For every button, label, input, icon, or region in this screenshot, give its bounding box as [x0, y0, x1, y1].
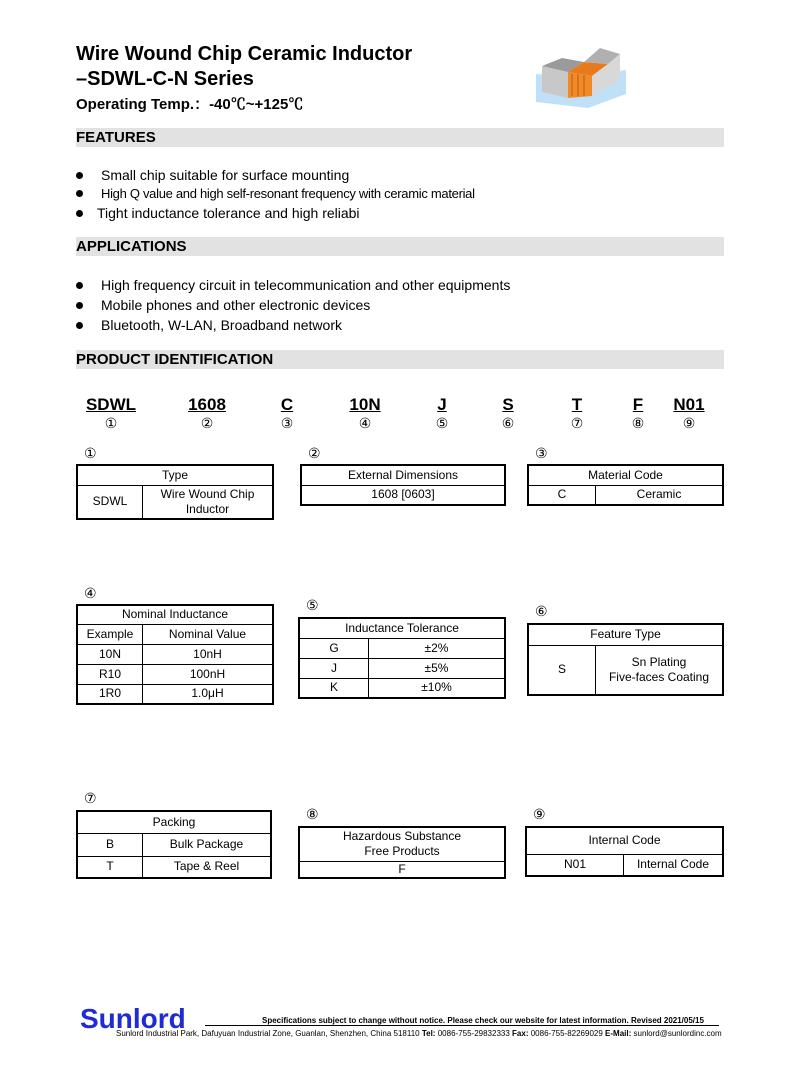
code-num-3: ③: [280, 415, 294, 431]
code-1: SDWL: [85, 395, 137, 414]
type-description: Wire Wound Chip Inductor: [143, 485, 274, 519]
table-9-number: ⑨: [533, 806, 546, 822]
bullet-icon: [76, 210, 83, 217]
code-3: C: [280, 395, 294, 414]
table-row: K ±10%: [299, 678, 505, 698]
product-identification-heading: PRODUCT IDENTIFICATION: [76, 350, 724, 369]
material-code-header: Material Code: [528, 465, 723, 485]
feature-type-header: Feature Type: [528, 624, 723, 645]
table-2-number: ②: [308, 445, 321, 461]
external-dimensions-header: External Dimensions: [301, 465, 505, 485]
features-heading: FEATURES: [76, 128, 724, 147]
hazardous-substance-table: [298, 826, 506, 879]
table-6-number: ⑥: [535, 603, 548, 619]
feature-code: S: [528, 645, 596, 695]
code-num-1: ①: [104, 415, 118, 431]
table-row: 1R0 1.0μH: [77, 684, 273, 704]
table-5-number: ⑤: [306, 597, 319, 613]
bullet-icon: [76, 302, 83, 309]
operating-temp: Operating Temp.：-40℃~+125℃: [76, 96, 304, 113]
bullet-icon: [76, 172, 83, 179]
internal-code-description: Internal Code: [624, 854, 724, 876]
bullet-icon: [76, 282, 83, 289]
column-header: Nominal Value: [143, 624, 274, 644]
table-8-number: ⑧: [306, 806, 319, 822]
table-row: 10N 10nH: [77, 644, 273, 664]
table-row: G ±2%: [299, 638, 505, 658]
internal-code: N01: [526, 854, 624, 876]
code-4: 10N: [349, 395, 381, 414]
column-header: Example: [77, 624, 143, 644]
inductance-tolerance-header: Inductance Tolerance: [299, 618, 505, 638]
code-num-5: ⑤: [435, 415, 449, 431]
packing-header: Packing: [77, 811, 271, 833]
table-row: B Bulk Package: [77, 833, 271, 856]
inductance-tolerance-table: [298, 617, 506, 699]
external-dimensions-table: [300, 464, 506, 506]
table-1-number: ①: [84, 445, 97, 461]
material-code: C: [528, 485, 596, 505]
type-table-header: Type: [77, 465, 273, 485]
footer-contact: Sunlord Industrial Park, Dafuyuan Industrial Zone, Guanlan, Shenzhen, China 518110 Tel: 0086-755-29832333 Fax: 0086-755-82269029 E-Mail: sunlord@sunlordinc.com: [116, 1029, 722, 1038]
applications-heading: APPLICATIONS: [76, 237, 724, 256]
sunlord-logo: Sunlord: [80, 1003, 186, 1034]
code-8: F: [632, 395, 644, 414]
packing-table: [76, 810, 272, 879]
table-4-number: ④: [84, 585, 97, 601]
code-9: N01: [673, 395, 705, 414]
type-code: SDWL: [77, 485, 143, 519]
nominal-inductance-header: Nominal Inductance: [77, 605, 273, 624]
title-line-1: Wire Wound Chip Ceramic Inductor: [76, 43, 413, 65]
table-7-number: ⑦: [84, 790, 97, 806]
hazardous-substance-value: F: [299, 861, 505, 878]
code-num-8: ⑧: [631, 415, 645, 431]
application-item: High frequency circuit in telecommunication and other equipments: [76, 277, 510, 293]
internal-code-table: [525, 826, 724, 877]
inductor-image: [528, 40, 632, 110]
footer-divider: [205, 1025, 719, 1026]
code-2: 1608: [188, 395, 226, 414]
feature-item: Small chip suitable for surface mounting: [76, 167, 349, 183]
hazardous-substance-header: Hazardous Substance Free Products: [299, 827, 505, 861]
application-item: Mobile phones and other electronic devices: [76, 297, 370, 313]
code-num-2: ②: [200, 415, 214, 431]
type-table: [76, 464, 274, 520]
nominal-inductance-table: [76, 604, 274, 705]
footer-notice: Specifications subject to change without notice. Please check our website for latest information. Revised 2021/05/15: [262, 1016, 704, 1025]
table-row: J ±5%: [299, 658, 505, 678]
title-line-2: –SDWL-C-N Series: [76, 68, 254, 90]
code-7: T: [571, 395, 583, 414]
code-num-6: ⑥: [501, 415, 515, 431]
feature-item: High Q value and high self-resonant frequency with ceramic material: [76, 186, 475, 201]
material-name: Ceramic: [596, 485, 724, 505]
table-3-number: ③: [535, 445, 548, 461]
external-dimensions-value: 1608 [0603]: [301, 485, 505, 505]
code-num-9: ⑨: [682, 415, 696, 431]
table-row: T Tape & Reel: [77, 856, 271, 878]
table-row: R10 100nH: [77, 664, 273, 684]
code-num-4: ④: [358, 415, 372, 431]
code-6: S: [502, 395, 514, 414]
application-item: Bluetooth, W-LAN, Broadband network: [76, 317, 342, 333]
code-num-7: ⑦: [570, 415, 584, 431]
bullet-icon: [76, 322, 83, 329]
feature-item: Tight inductance tolerance and high reliabi: [76, 205, 360, 221]
material-code-table: [527, 464, 724, 506]
internal-code-header: Internal Code: [526, 827, 723, 854]
feature-type-table: [527, 623, 724, 696]
code-5: J: [437, 395, 447, 414]
feature-description: Sn Plating Five-faces Coating: [596, 645, 724, 695]
bullet-icon: [76, 190, 83, 197]
